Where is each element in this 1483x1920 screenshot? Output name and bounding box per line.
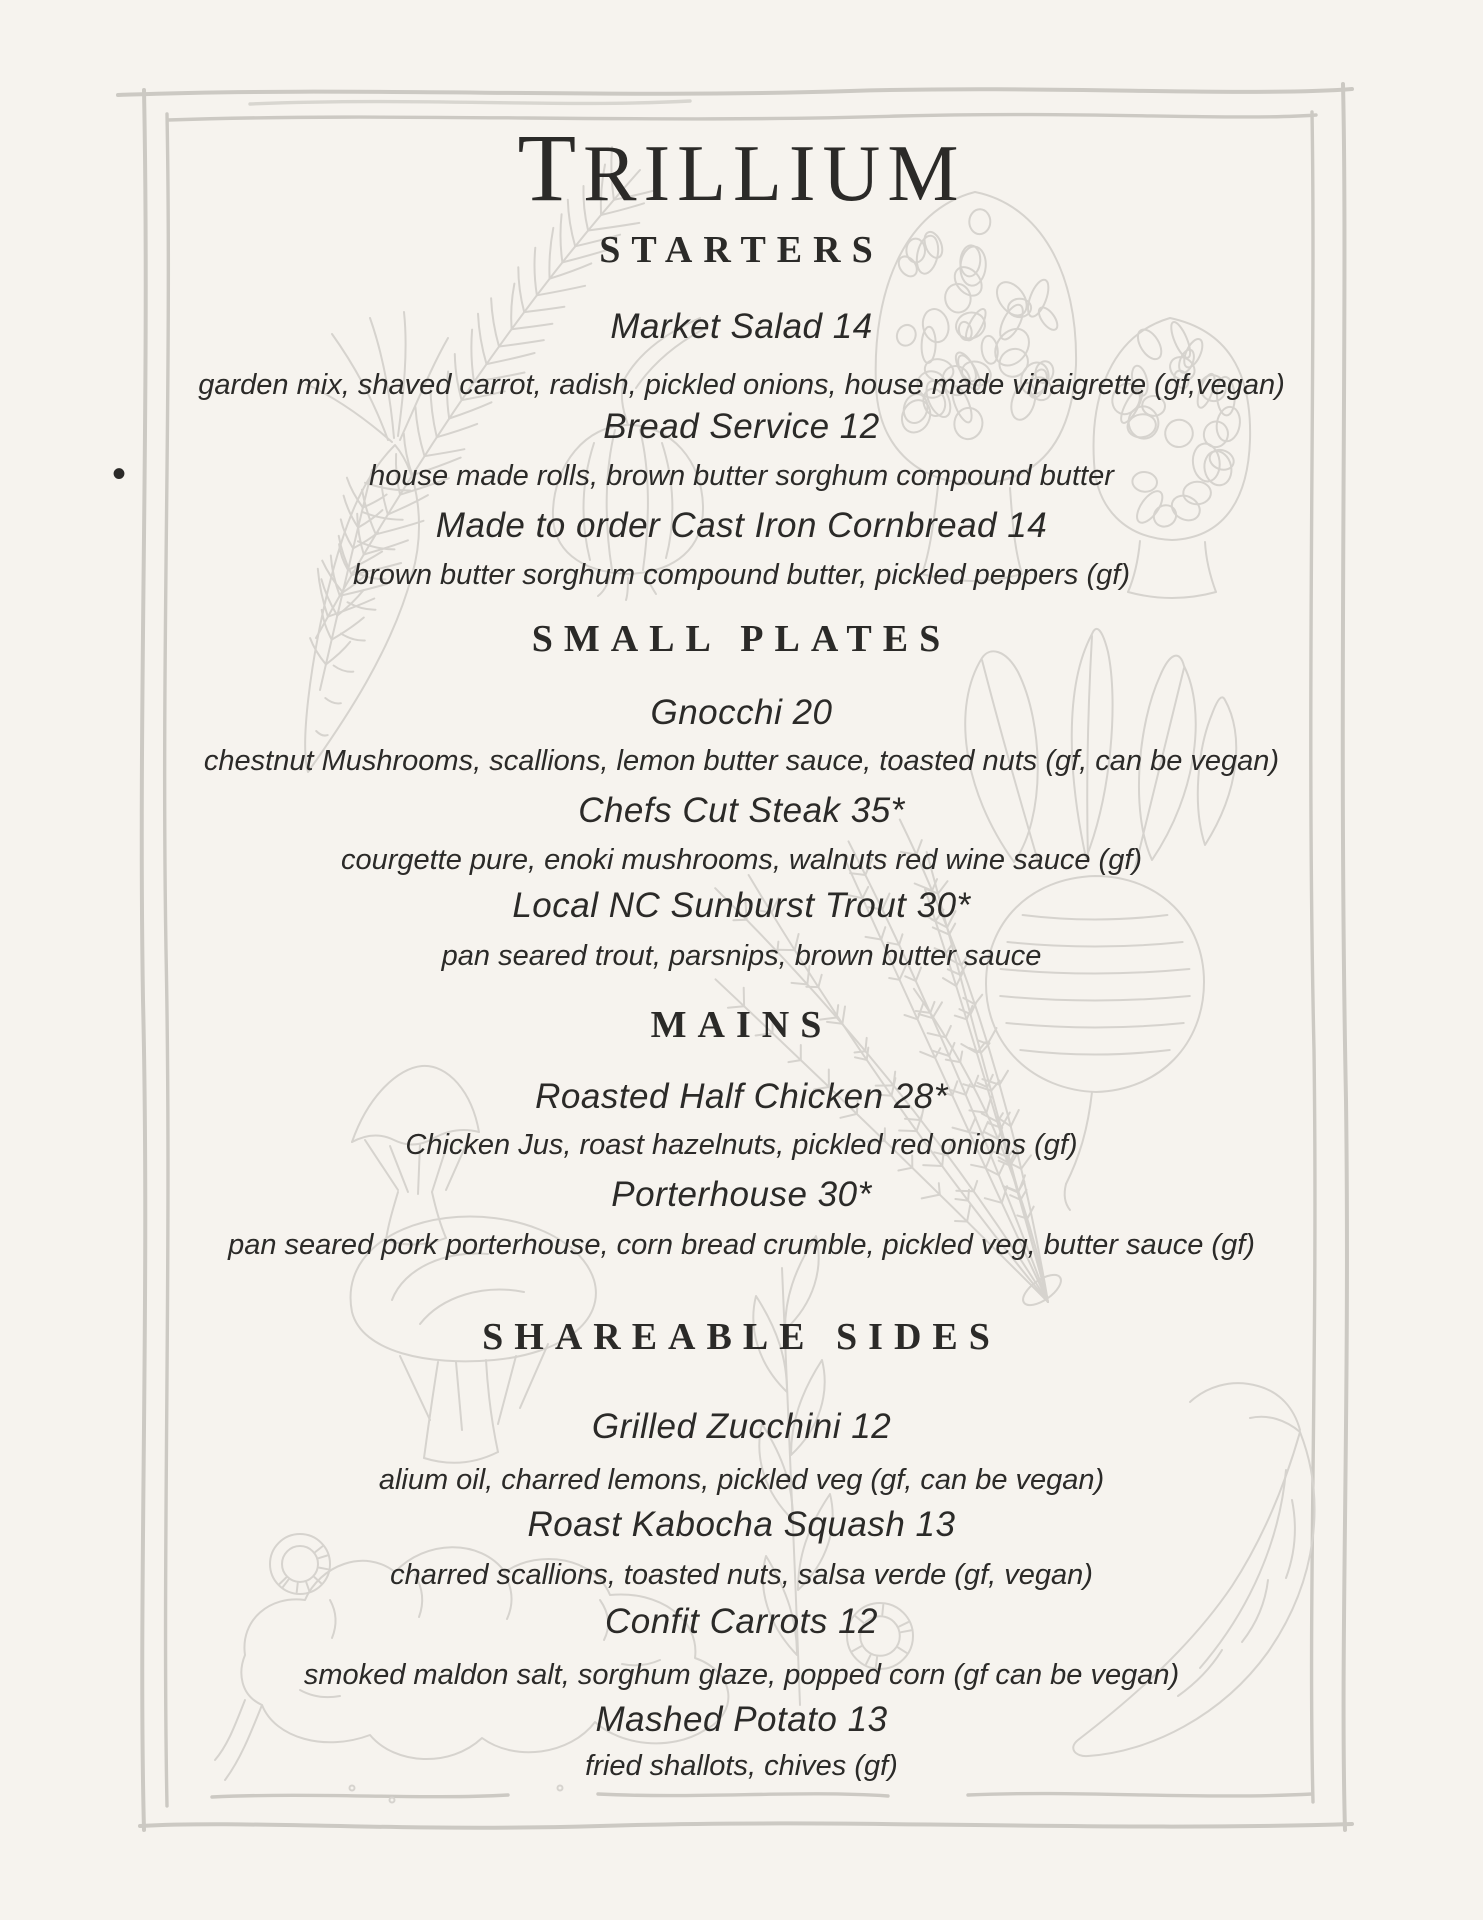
item-description: brown butter sorghum compound butter, pickled peppers (gf) <box>353 559 1130 591</box>
item-name: Made to order Cast Iron Cornbread 14 <box>435 506 1048 545</box>
item-description: fried shallots, chives (gf) <box>585 1750 898 1782</box>
item-name: Roast Kabocha Squash 13 <box>527 1505 956 1544</box>
item-description: house made rolls, brown butter sorghum compound butter <box>369 460 1114 492</box>
section-title-shareable-sides: SHAREABLE SIDES <box>482 1316 1001 1358</box>
item-description: pan seared pork porterhouse, corn bread crumble, pickled veg, butter sauce (gf) <box>228 1229 1255 1261</box>
item-name: Local NC Sunburst Trout 30* <box>512 886 971 925</box>
section-title-starters: STARTERS <box>599 229 884 271</box>
item-name: Chefs Cut Steak 35* <box>578 791 905 830</box>
item-description: chestnut Mushrooms, scallions, lemon butter sauce, toasted nuts (gf, can be vegan) <box>203 745 1280 777</box>
item-name: Mashed Potato 13 <box>595 1700 888 1739</box>
item-description: Chicken Jus, roast hazelnuts, pickled red onions (gf) <box>405 1129 1078 1161</box>
item-name: Porterhouse 30* <box>611 1175 872 1214</box>
item-description: courgette pure, enoki mushrooms, walnuts red wine sauce (gf) <box>340 844 1143 876</box>
stray-list-bullet: • <box>112 452 127 496</box>
restaurant-title: TRILLIUM <box>517 114 966 221</box>
item-name: Roasted Half Chicken 28* <box>535 1077 948 1116</box>
item-name: Bread Service 12 <box>603 407 880 446</box>
item-name: Gnocchi 20 <box>650 693 833 732</box>
item-description: charred scallions, toasted nuts, salsa verde (gf, vegan) <box>390 1559 1093 1591</box>
item-description: alium oil, charred lemons, pickled veg (gf, can be vegan) <box>378 1464 1105 1496</box>
item-name: Grilled Zucchini 12 <box>591 1407 892 1446</box>
item-description: smoked maldon salt, sorghum glaze, popped corn (gf can be vegan) <box>303 1659 1180 1691</box>
item-name: Confit Carrots 12 <box>604 1602 879 1641</box>
item-description: pan seared trout, parsnips, brown butter sauce <box>441 940 1042 972</box>
section-title-mains: MAINS <box>650 1004 833 1046</box>
section-title-small-plates: SMALL PLATES <box>531 618 952 660</box>
item-name: Market Salad 14 <box>610 307 873 346</box>
item-description: garden mix, shaved carrot, radish, pickled onions, house made vinaigrette (gf,vegan) <box>198 369 1285 401</box>
